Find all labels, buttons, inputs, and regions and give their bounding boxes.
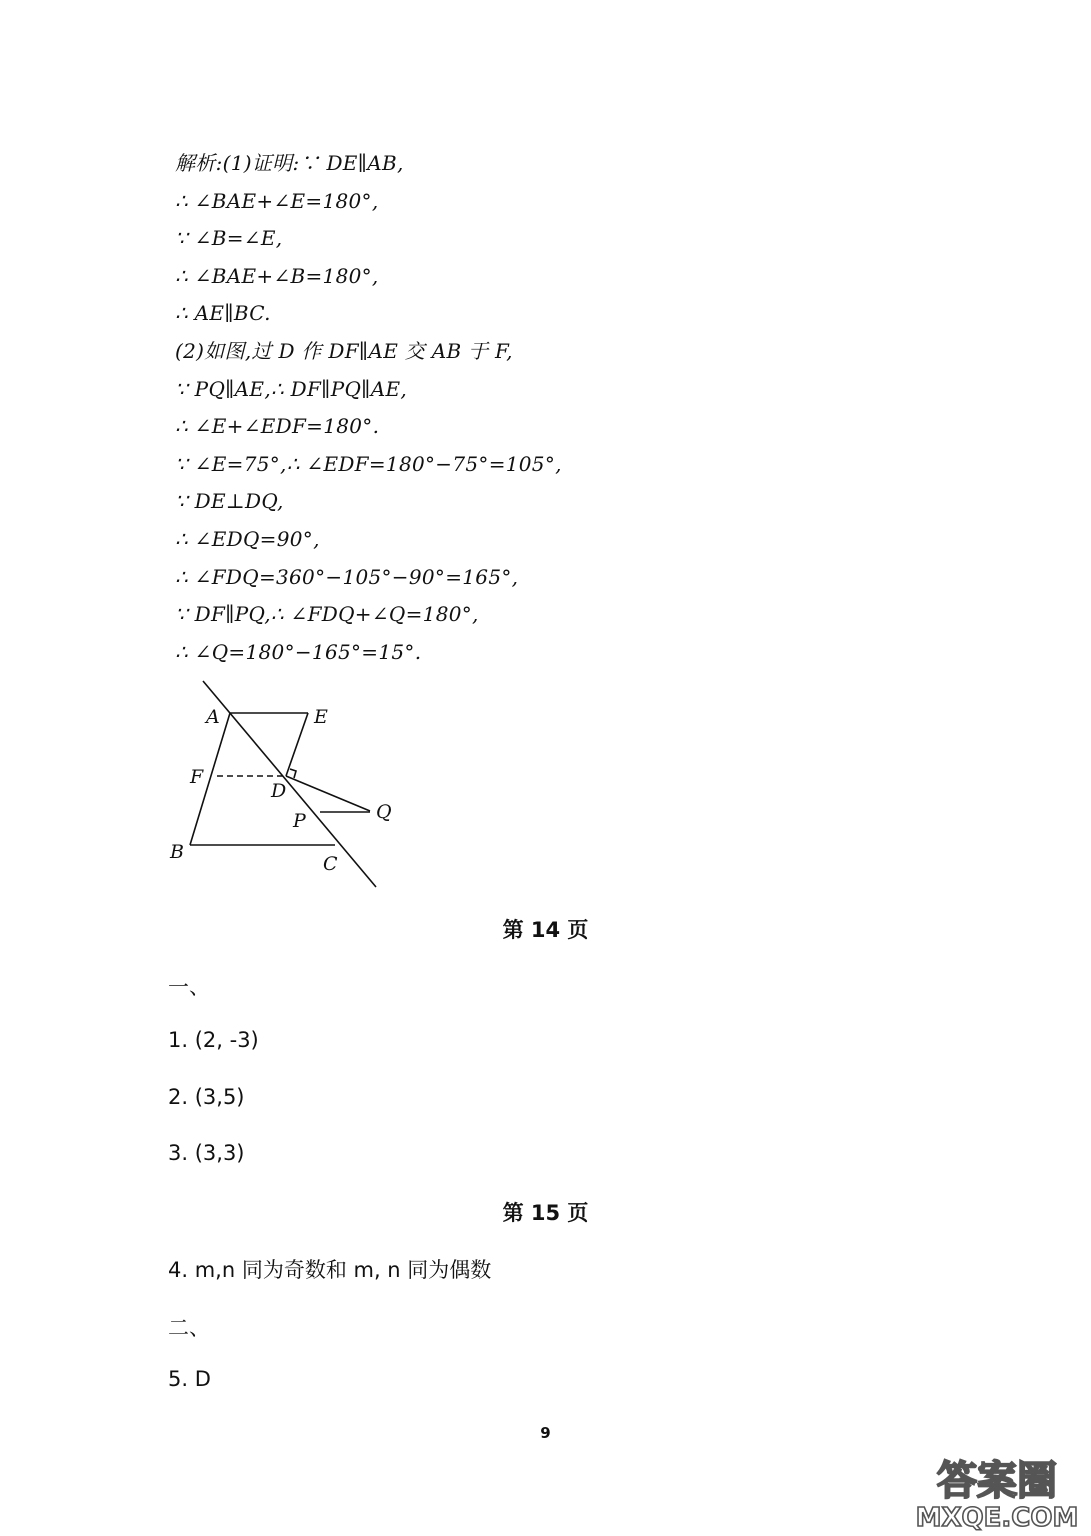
answer-item: 5. D xyxy=(168,1367,211,1391)
label-c: C xyxy=(323,853,338,875)
label-p: P xyxy=(293,810,306,832)
page-heading-14: 第 14 页 xyxy=(502,918,589,942)
solution-line: ∵ ∠E=75°,∴ ∠EDF=180°−75°=105°, xyxy=(175,451,562,476)
section-heading-two: 二、 xyxy=(168,1316,210,1340)
solution-line: ∴ AE∥BC. xyxy=(175,301,271,326)
segment-ed xyxy=(286,713,308,776)
geometry-diagram xyxy=(160,675,420,895)
solution-line: ∴ ∠Q=180°−165°=15°. xyxy=(175,639,422,664)
solution-line: ∴ ∠E+∠EDF=180°. xyxy=(175,414,380,439)
answer-item: 4. m,n 同为奇数和 m, n 同为偶数 xyxy=(168,1258,492,1282)
label-b: B xyxy=(170,841,184,863)
solution-line: 解析:(1)证明:∵ DE∥AB, xyxy=(175,151,404,175)
solution-line: (2)如图,过 D 作 DF∥AE 交 AB 于 F, xyxy=(175,338,513,363)
solution-block xyxy=(175,145,875,671)
solution-line: ∵ PQ∥AE,∴ DF∥PQ∥AE, xyxy=(175,376,407,401)
label-q: Q xyxy=(376,801,392,823)
solution-line: ∴ ∠FDQ=360°−105°−90°=165°, xyxy=(175,564,519,589)
section-heading-one: 一、 xyxy=(168,975,210,999)
transversal-line xyxy=(203,681,376,887)
solution-line: ∴ ∠BAE+∠E=180°, xyxy=(175,188,379,213)
label-e: E xyxy=(314,706,328,728)
answer-item: 2. (3,5) xyxy=(168,1085,245,1109)
geometry-figure xyxy=(160,675,420,895)
watermark-bottom-text: MXQE.COM xyxy=(915,1503,1079,1532)
solution-line: ∵ ∠B=∠E, xyxy=(175,226,283,251)
right-angle-mark xyxy=(290,769,296,778)
label-f: F xyxy=(190,766,204,788)
label-d: D xyxy=(271,780,287,802)
solution-line: ∴ ∠BAE+∠B=180°, xyxy=(175,263,379,288)
label-a: A xyxy=(206,706,220,728)
watermark-top-text: 答案圈 xyxy=(937,1458,1057,1504)
page-number: 9 xyxy=(540,1424,551,1442)
solution-line: ∵ DE⊥DQ, xyxy=(175,489,284,514)
segment-dq xyxy=(286,776,370,811)
watermark-logo xyxy=(905,1450,1085,1532)
answer-item: 1. (2, -3) xyxy=(168,1028,259,1052)
solution-line: ∵ DF∥PQ,∴ ∠FDQ+∠Q=180°, xyxy=(175,602,479,627)
answer-item: 3. (3,3) xyxy=(168,1141,245,1165)
page-heading-15: 第 15 页 xyxy=(502,1201,589,1225)
solution-line: ∴ ∠EDQ=90°, xyxy=(175,526,320,551)
